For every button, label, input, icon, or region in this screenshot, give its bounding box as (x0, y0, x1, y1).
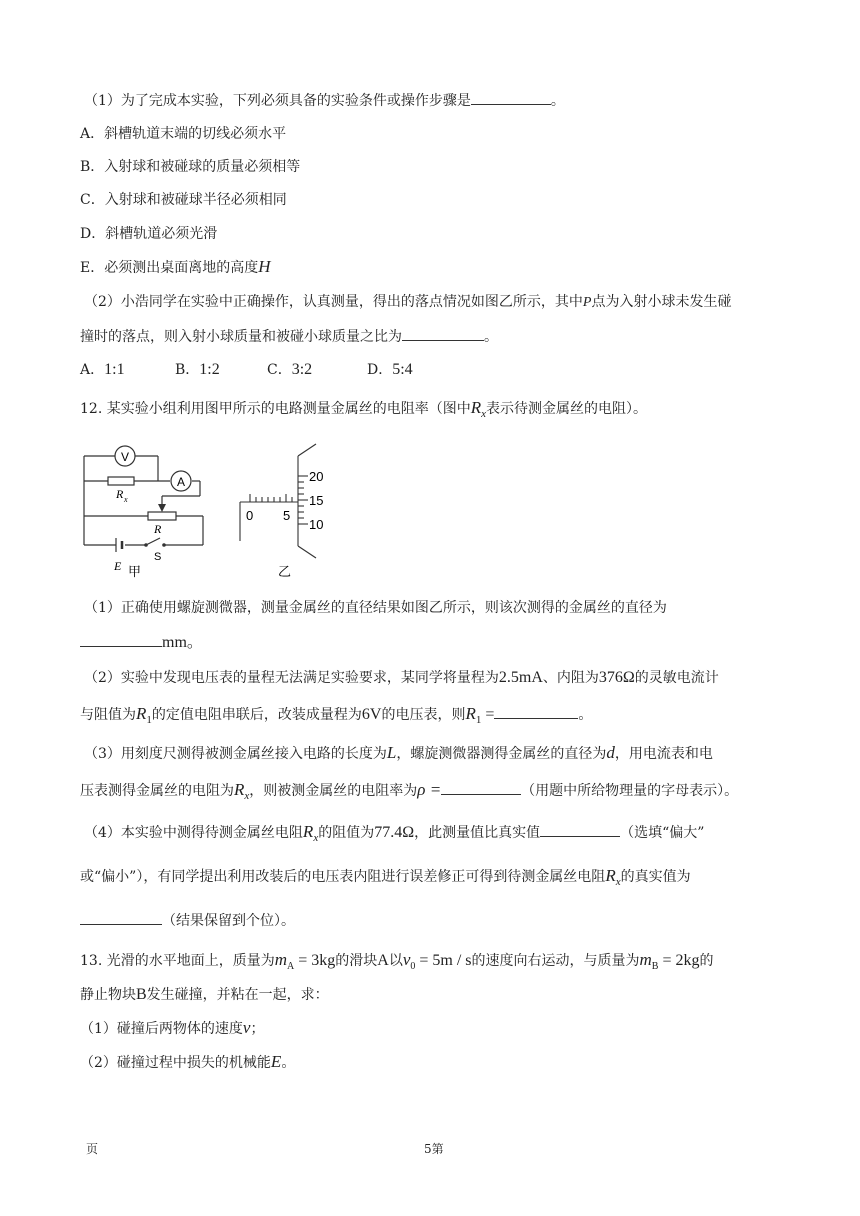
q12-figure-svg (78, 436, 348, 584)
rheostat-icon (148, 512, 176, 520)
answer-blank[interactable] (80, 910, 162, 925)
ammeter-label: A (176, 475, 186, 489)
q11-part2-option-d: D．5:4 (367, 361, 413, 378)
value-range: 2.5mA (498, 669, 543, 686)
slider-arrow-icon (158, 504, 166, 512)
battery-label: E (114, 559, 122, 573)
q11-option-a: A．斜槽轨道末端的切线必须水平 (80, 126, 287, 142)
fig2-caption: 乙 (278, 565, 292, 580)
q11-part2-line1 (84, 292, 731, 313)
q12-part4-line2: 或“偏小”），有同学提出利用改装后的电压表内阻进行误差修正可得到待测金属丝电阻$R_x$的真实值为 (80, 866, 691, 888)
q13-part2: （2）碰撞过程中损失的机械能E。 (80, 1052, 296, 1071)
voltmeter-label: V (120, 450, 130, 464)
circuit-diagram (84, 456, 203, 545)
q12-part3-line1: （3）用刻度尺测得被测金属丝接入电路的长度为L，螺旋测微器测得金属丝的直径为d，用电流表和电 (84, 743, 713, 762)
switch-icon (144, 543, 148, 547)
thimble-tick-10: 10 (309, 517, 324, 532)
value-voltage: 6V (361, 706, 382, 723)
q12-stem-text-b: 表示待测金属丝的电阻）。 (486, 401, 647, 417)
q11-option-c: C．入射球和被碰球半径必须相同 (80, 192, 287, 208)
rheostat-label: R (154, 522, 162, 536)
punct: 。 (550, 93, 565, 109)
q13-part1: （1）碰撞后两物体的速度v； (80, 1018, 265, 1037)
page-number: 5第 (424, 1142, 444, 1156)
micrometer-diagram (240, 444, 316, 558)
var-R: R (470, 398, 482, 417)
q11-part2-line2 (80, 326, 498, 347)
answer-blank[interactable] (494, 704, 578, 719)
q12-part2-line1: （2）实验中发现电压表的量程无法满足实验要求，某同学将量程为2.5mA、内阻为376Ω的灵敏电流计 (84, 669, 719, 686)
q12-stem: 12. 某实验小组利用图甲所示的电路测量金属丝的电阻率（图中$R_x$表示待测金属丝的电阻）。 (80, 398, 647, 420)
answer-blank[interactable] (540, 822, 620, 837)
q12-part1-line1: （1）正确使用螺旋测微器，测量金属丝的直径结果如图乙所示，则该次测得的金属丝的直径为 (84, 600, 667, 616)
q12-part3-line2: 压表测得金属丝的电阻为$R_x$，则被测金属丝的电阻率为ρ = （用题中所给物理量的字母表示）。 (80, 780, 739, 802)
q11-part1-text: （1）为了完成本实验，下列必须具备的实验条件或操作步骤是 (84, 93, 471, 109)
q11-option-d: D．斜槽轨道必须光滑 (80, 226, 218, 242)
q11-part2-option-a: A．1:1 (80, 361, 125, 378)
answer-blank[interactable] (402, 326, 484, 341)
answer-blank[interactable] (80, 632, 162, 647)
svg-text:x: x (124, 495, 128, 504)
var-P: P (582, 295, 592, 310)
main-scale-5: 5 (283, 508, 291, 523)
q11-part2-text-c: 撞时的落点，则入射小球质量和被碰小球质量之比为 (80, 329, 402, 345)
value-resistance: 376Ω (598, 669, 635, 686)
fig1-caption: 甲 (128, 565, 142, 580)
footer-left: 页 (86, 1142, 99, 1156)
q11-part2-options (80, 360, 413, 380)
q11-part2-option-b: B．1:2 (175, 361, 220, 378)
q12-part4-line1: （4）本实验中测得待测金属丝电阻$R_x$的阻值为77.4Ω，此测量值比真实值 （选填“偏大” (84, 822, 705, 844)
value-measured: 77.4Ω (374, 824, 415, 841)
q11-option-b: B．入射球和被碰球的质量必须相等 (80, 159, 301, 175)
answer-blank[interactable] (441, 780, 521, 795)
q13-line2: 静止物块B发生碰撞，并粘在一起，求： (80, 986, 329, 1003)
thimble-tick-15: 15 (309, 493, 324, 508)
q11-part1-question (84, 90, 565, 111)
q12-part4-line3: （结果保留到个位）。 (80, 910, 295, 931)
unit-mm: mm。 (162, 634, 203, 651)
rx-resistor-icon (108, 477, 134, 485)
q13-line1: 13. 光滑的水平地面上，质量为$m_A = 3kg$的滑块A以$v_0 = 5m / s$的速度向右运动，与质量为$m_B = 2kg$的 (80, 950, 714, 972)
q12-part2-line2: 与阻值为$R_1$的定值电阻串联后，改装成量程为6V的电压表，则$R_1$ = 。 (80, 704, 593, 726)
q12-figures (78, 436, 348, 588)
q12-part1-line2 (80, 632, 203, 653)
q11-part2-text-b: 点为入射小球未发生碰 (591, 294, 732, 310)
main-scale-0: 0 (246, 508, 254, 523)
q12-stem-text-a: 12. 某实验小组利用图甲所示的电路测量金属丝的电阻率（图中 (80, 401, 471, 417)
q11-option-e-text: E．必须测出桌面离地的高度 (80, 260, 259, 276)
switch-label: S (154, 551, 162, 563)
q11-option-e (80, 257, 271, 278)
rx-label: R (116, 487, 124, 501)
answer-blank[interactable] (471, 90, 551, 105)
q11-part2-option-c: C．3:2 (267, 361, 313, 378)
punct: 。 (484, 329, 498, 345)
var-H: H (258, 257, 271, 276)
q11-part2-text-a: （2）小浩同学在实验中正确操作，认真测量，得出的落点情况如图乙所示，其中 (84, 294, 583, 310)
thimble-tick-20: 20 (309, 469, 324, 484)
